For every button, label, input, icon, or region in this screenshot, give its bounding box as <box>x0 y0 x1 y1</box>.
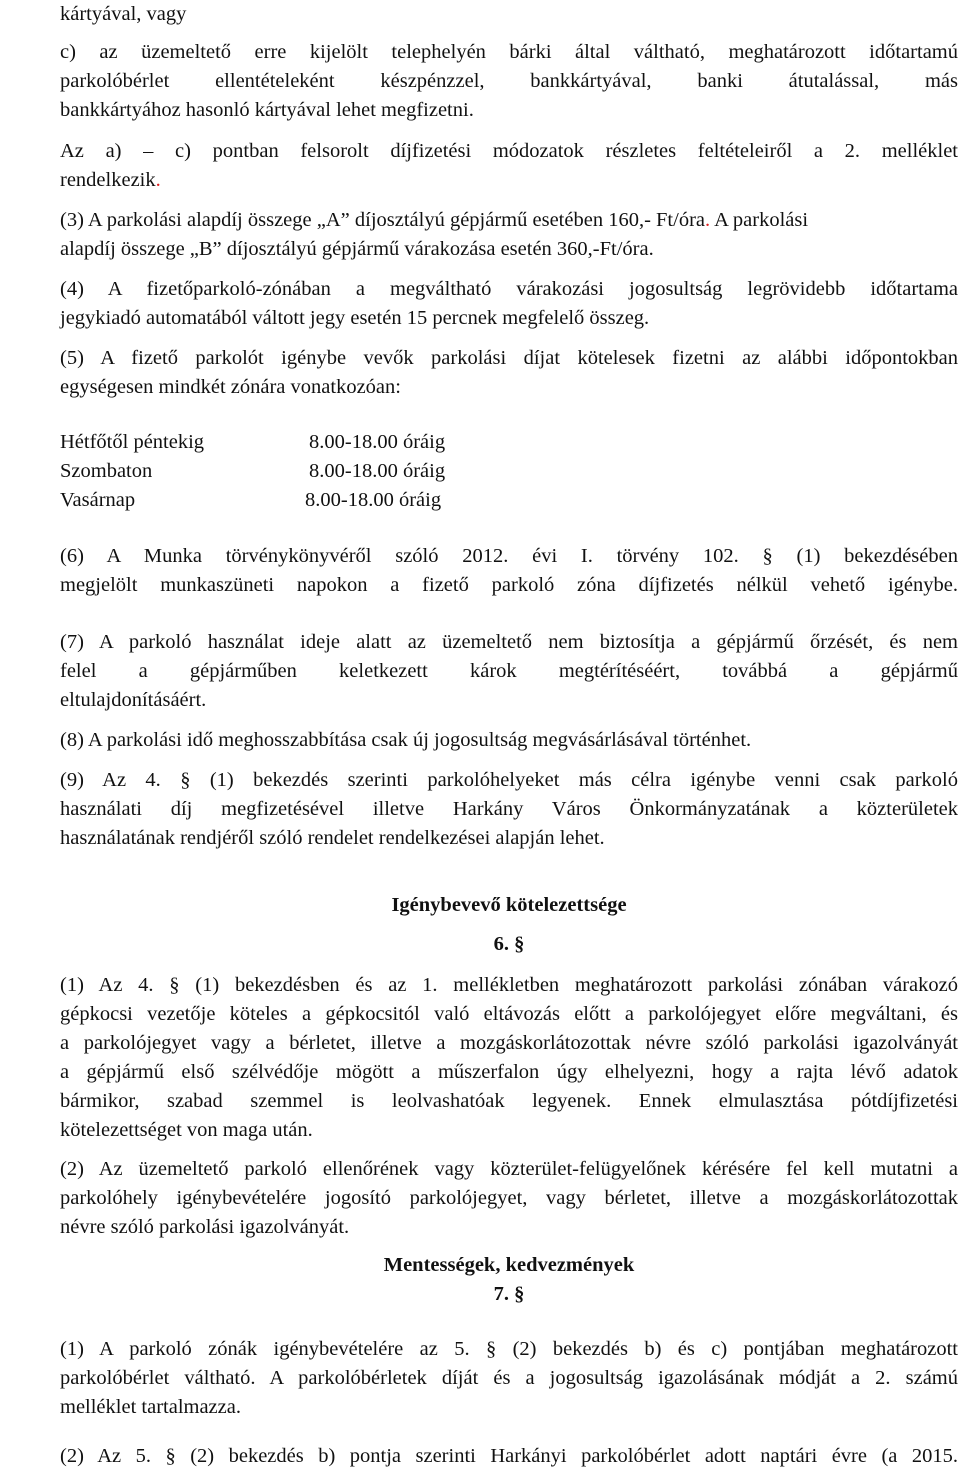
text-span: (3) A parkolási alapdíj összege „A” díjosztályú gépjármű esetében 160,- Ft/óra <box>60 209 705 231</box>
text-line: a gépjármű első szélvédője mögött a műszerfalon úgy elhelyezni, hogy a rajta lévő adatok <box>60 1061 958 1083</box>
text-line: bankkártyához hasonló kártyával lehet megfizetni. <box>60 99 474 121</box>
text-line: c) az üzemeltető erre kijelölt telephelyén bárki által váltható, meghatározott időtartamú <box>60 41 958 63</box>
text-line: felel a gépjárműben keletkezett károk megtérítéséért, továbbá a gépjármű <box>60 660 958 682</box>
schedule-day: Szombaton <box>60 460 153 482</box>
text-line <box>60 206 958 235</box>
text-line: használatának rendjéről szóló rendelet rendelkezései alapján lehet. <box>60 827 605 849</box>
text-line: Az a) – c) pontban felsorolt díjfizetési módozatok részletes feltételeiről a 2. melléklet <box>60 140 958 162</box>
text-line: parkolóbérlet ellentételeként készpénzzel, bankkártyával, banki átutalással, más <box>60 70 958 92</box>
text-span: A parkolási <box>710 209 809 231</box>
text-line: (6) A Munka törvénykönyvéről szóló 2012. évi I. törvény 102. § (1) bekezdésében <box>60 545 958 567</box>
red-dot: . <box>705 209 711 231</box>
schedule-time: 8.00-18.00 óráig <box>309 460 446 482</box>
text-line: kártyával, vagy <box>60 3 187 25</box>
text-line: kötelezettséget von maga után. <box>60 1119 313 1141</box>
text-line <box>60 166 958 195</box>
text-line: használati díj megfizetésével illetve Harkány Város Önkormányzatának a közterületek <box>60 798 958 820</box>
text-line: (2) Az 5. § (2) bekezdés b) pontja szerinti Harkányi parkolóbérlet adott naptári évre (a 2015. <box>60 1445 958 1467</box>
schedule-day: Vasárnap <box>60 489 136 511</box>
text-line: (2) Az üzemeltető parkoló ellenőrének vagy közterület-felügyelőnek kérésére fel kell mutatni a <box>60 1158 958 1180</box>
text-line: alapdíj összege „B” díjosztályú gépjármű várakozása esetén 360,-Ft/óra. <box>60 238 654 260</box>
text-line: névre szóló parkolási igazolványát. <box>60 1216 350 1238</box>
text-line: a parkolójegyet vagy a bérletet, illetve a mozgáskorlátozottak névre szóló parkolási igazolványát <box>60 1032 958 1054</box>
text-line: (1) Az 4. § (1) bekezdésben és az 1. mellékletben meghatározott parkolási zónában várakozó <box>60 974 958 996</box>
text-line: (8) A parkolási idő meghosszabbítása csak új jogosultság megvásárlásával történhet. <box>60 729 752 751</box>
text-line: (1) A parkoló zónák igénybevételére az 5. § (2) bekezdés b) és c) pontjában meghatározott <box>60 1338 958 1360</box>
text-line: parkolóbérlet váltható. A parkolóbérletek díját és a jogosultság igazolásának módját a 2. számú <box>60 1367 958 1389</box>
text-line: (7) A parkoló használat ideje alatt az üzemeltető nem biztosítja a gépjármű őrzését, és nem <box>60 631 958 653</box>
text-line: bármikor, szabad szemmel is leolvashatóak legyenek. Ennek elmulasztása pótdíjfizetési <box>60 1090 958 1112</box>
text-line: eltulajdonításáért. <box>60 689 207 711</box>
text-span: rendelkezik <box>60 169 156 191</box>
text-line: (9) Az 4. § (1) bekezdés szerinti parkolóhelyeket más célra igénybe venni csak parkoló <box>60 769 958 791</box>
schedule-time: 8.00-18.00 óráig <box>305 489 442 511</box>
schedule-time: 8.00-18.00 óráig <box>309 431 446 453</box>
section-number: 7. § <box>493 1283 525 1305</box>
text-line: parkolóhely igénybevételére jogosító parkolójegyet, vagy bérletet, illetve a mozgáskorlátozottak <box>60 1187 958 1209</box>
schedule-day: Hétfőtől péntekig <box>60 431 205 453</box>
section-title: Mentességek, kedvezmények <box>383 1254 635 1276</box>
section-number: 6. § <box>493 933 525 955</box>
red-dot: . <box>155 169 161 191</box>
text-line: egységesen mindkét zónára vonatkozóan: <box>60 376 401 398</box>
text-line: gépkocsi vezetője köteles a gépkocsitól való eltávozás előtt a parkolójegyet előre megváltani, és <box>60 1003 958 1025</box>
text-line: megjelölt munkaszüneti napokon a fizető parkoló zóna díjfizetés nélkül vehető igénybe. <box>60 574 958 596</box>
text-line: melléklet tartalmazza. <box>60 1396 241 1418</box>
text-line: (4) A fizetőparkoló-zónában a megváltható várakozási jogosultság legrövidebb időtartama <box>60 278 958 300</box>
text-line: jegykiadó automatából váltott jegy esetén 15 percnek megfelelő összeg. <box>60 307 650 329</box>
text-line: (5) A fizető parkolót igénybe vevők parkolási díjat kötelesek fizetni az alábbi időpontokban <box>60 347 958 369</box>
section-title: Igénybevevő kötelezettsége <box>391 894 627 916</box>
